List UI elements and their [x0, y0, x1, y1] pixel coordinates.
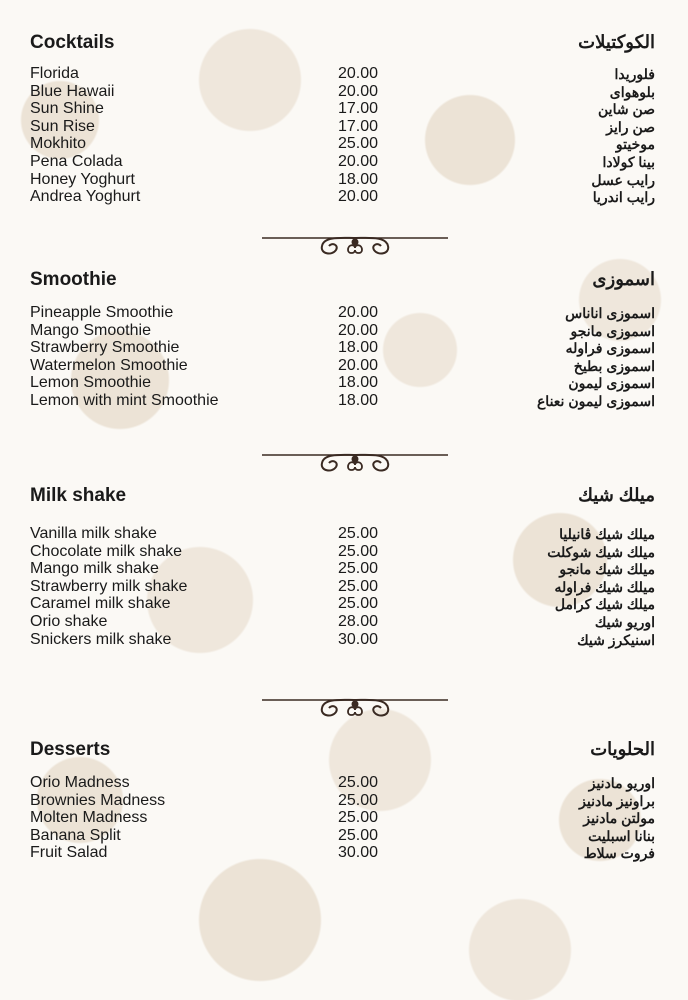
- item-name-ar: بينا كولادا: [602, 154, 655, 170]
- item-name-ar: ميلك شيك كرامل: [554, 596, 655, 613]
- menu-item: [0, 578, 688, 596]
- item-name-en: Sun Rise: [30, 117, 95, 135]
- menu-item: [0, 543, 688, 561]
- menu-item: [0, 304, 688, 322]
- item-name-ar: اوريو شيك: [594, 614, 655, 630]
- item-name-ar: براونيز مادنيز: [579, 792, 655, 809]
- item-name-ar: رايب اندريا: [592, 189, 655, 206]
- item-name-ar: ميلك شيك مانجو: [559, 561, 655, 578]
- item-name-ar: صن رايز: [606, 118, 655, 135]
- item-price: 17.00: [338, 100, 379, 118]
- menu-item: [0, 809, 688, 827]
- item-name-en: Snickers milk shake: [30, 630, 172, 648]
- section-title-en: Cocktails: [30, 32, 115, 53]
- menu-item: [0, 83, 688, 101]
- item-price: 30.00: [338, 844, 379, 862]
- item-name-en: Lemon Smoothie: [30, 374, 151, 392]
- ornamental-divider-icon: [262, 449, 448, 479]
- section-title-ar: الكوكتيلات: [578, 32, 655, 52]
- item-name-ar: اسموزى ليمون: [568, 375, 655, 392]
- menu-item: [0, 827, 688, 845]
- menu-item: [0, 65, 688, 83]
- item-price: 18.00: [338, 392, 379, 409]
- item-name-ar: اسنيكرز شيك: [577, 631, 655, 648]
- item-name-en: Watermelon Smoothie: [30, 356, 188, 374]
- item-price: 20.00: [338, 304, 379, 321]
- item-price: 18.00: [338, 339, 379, 357]
- item-name-ar: اوريو مادنيز: [588, 775, 655, 791]
- item-price: 20.00: [338, 356, 379, 374]
- section-title-ar: اسموزى: [592, 269, 655, 289]
- item-name-ar: فروت سلاط: [583, 845, 655, 862]
- item-price: 18.00: [338, 170, 379, 188]
- item-name-en: Strawberry Smoothie: [30, 339, 180, 357]
- item-name-ar: اسموزى فراوله: [565, 340, 655, 357]
- section-title-en: Milk shake: [30, 485, 127, 506]
- ornamental-divider-icon: [262, 232, 448, 262]
- menu-item: [0, 118, 688, 136]
- item-name-en: Molten Madness: [30, 809, 148, 827]
- item-name-en: Mango milk shake: [30, 560, 159, 578]
- item-name-en: Pena Colada: [30, 153, 123, 170]
- section-title-en: Desserts: [30, 739, 111, 760]
- menu-item: [0, 339, 688, 357]
- menu-item: [0, 357, 688, 375]
- item-price: 25.00: [338, 577, 379, 595]
- item-name-ar: بلوهواى: [609, 83, 655, 100]
- menu-item: [0, 171, 688, 189]
- item-name-en: Brownies Madness: [30, 791, 166, 809]
- item-price: 25.00: [338, 595, 379, 613]
- item-name-en: Vanilla milk shake: [30, 525, 157, 542]
- menu-item: [0, 374, 688, 392]
- item-name-ar: فلوريدا: [614, 66, 655, 82]
- item-name-en: Strawberry milk shake: [30, 577, 188, 595]
- item-price: 30.00: [338, 630, 379, 648]
- item-price: 20.00: [338, 82, 379, 100]
- menu-item: [0, 844, 688, 862]
- menu-item: [0, 774, 688, 792]
- item-name-en: Orio shake: [30, 613, 108, 630]
- item-price: 25.00: [338, 542, 379, 560]
- menu-item: [0, 135, 688, 153]
- item-name-en: Honey Yoghurt: [30, 170, 135, 188]
- item-name-ar: ميلك شيك فراوله: [554, 578, 655, 595]
- item-name-ar: اسموزى ليمون نعناع: [536, 393, 655, 409]
- menu-item: [0, 560, 688, 578]
- item-price: 25.00: [338, 809, 379, 827]
- menu-item: [0, 153, 688, 171]
- menu-item: [0, 631, 688, 649]
- item-name-ar: مولتن مادنيز: [583, 810, 655, 827]
- item-name-ar: اسموزى اناناس: [565, 305, 655, 321]
- item-name-en: Orio Madness: [30, 774, 130, 791]
- item-name-en: Lemon with mint Smoothie: [30, 392, 219, 409]
- item-price: 25.00: [338, 525, 379, 542]
- item-price: 25.00: [338, 791, 379, 809]
- menu-item: [0, 613, 688, 631]
- item-name-ar: موخيتو: [615, 136, 655, 153]
- menu-item: [0, 100, 688, 118]
- item-name-en: Mokhito: [30, 135, 87, 153]
- item-price: 25.00: [338, 774, 379, 791]
- item-price: 25.00: [338, 560, 379, 578]
- item-name-en: Blue Hawaii: [30, 82, 115, 100]
- menu-item: [0, 525, 688, 543]
- item-name-ar: بنانا اسبليت: [588, 827, 655, 844]
- section-title-en: Smoothie: [30, 269, 117, 290]
- item-name-en: Florida: [30, 65, 79, 82]
- item-price: 20.00: [338, 65, 379, 82]
- section-title-ar: ميلك شيك: [578, 485, 655, 505]
- item-price: 17.00: [338, 117, 379, 135]
- item-name-en: Caramel milk shake: [30, 595, 171, 613]
- item-name-ar: صن شاين: [598, 101, 655, 118]
- item-price: 18.00: [338, 374, 379, 392]
- item-name-en: Andrea Yoghurt: [30, 188, 141, 206]
- item-name-en: Pineapple Smoothie: [30, 304, 174, 321]
- item-name-ar: ميلك شيك ڤانيليا: [559, 526, 655, 542]
- item-price: 20.00: [338, 153, 379, 170]
- section-title-ar: الحلويات: [590, 739, 655, 759]
- menu-item: [0, 792, 688, 810]
- item-name-ar: ميلك شيك شوكلت: [547, 543, 655, 560]
- item-price: 25.00: [338, 135, 379, 153]
- item-name-en: Sun Shine: [30, 100, 104, 118]
- menu-item: [0, 322, 688, 340]
- menu-item: [0, 595, 688, 613]
- item-name-en: Fruit Salad: [30, 844, 108, 862]
- item-name-en: Chocolate milk shake: [30, 542, 183, 560]
- item-name-ar: رايب عسل: [591, 171, 655, 188]
- item-name-en: Banana Split: [30, 826, 121, 844]
- item-price: 25.00: [338, 826, 379, 844]
- item-name-en: Mango Smoothie: [30, 321, 151, 339]
- item-price: 20.00: [338, 188, 379, 206]
- item-price: 28.00: [338, 613, 379, 630]
- item-name-ar: اسموزى مانجو: [570, 322, 655, 339]
- item-name-ar: اسموزى بطيخ: [573, 357, 655, 374]
- ornamental-divider-icon: [262, 694, 448, 724]
- menu-item: [0, 188, 688, 206]
- menu-item: [0, 392, 688, 410]
- item-price: 20.00: [338, 321, 379, 339]
